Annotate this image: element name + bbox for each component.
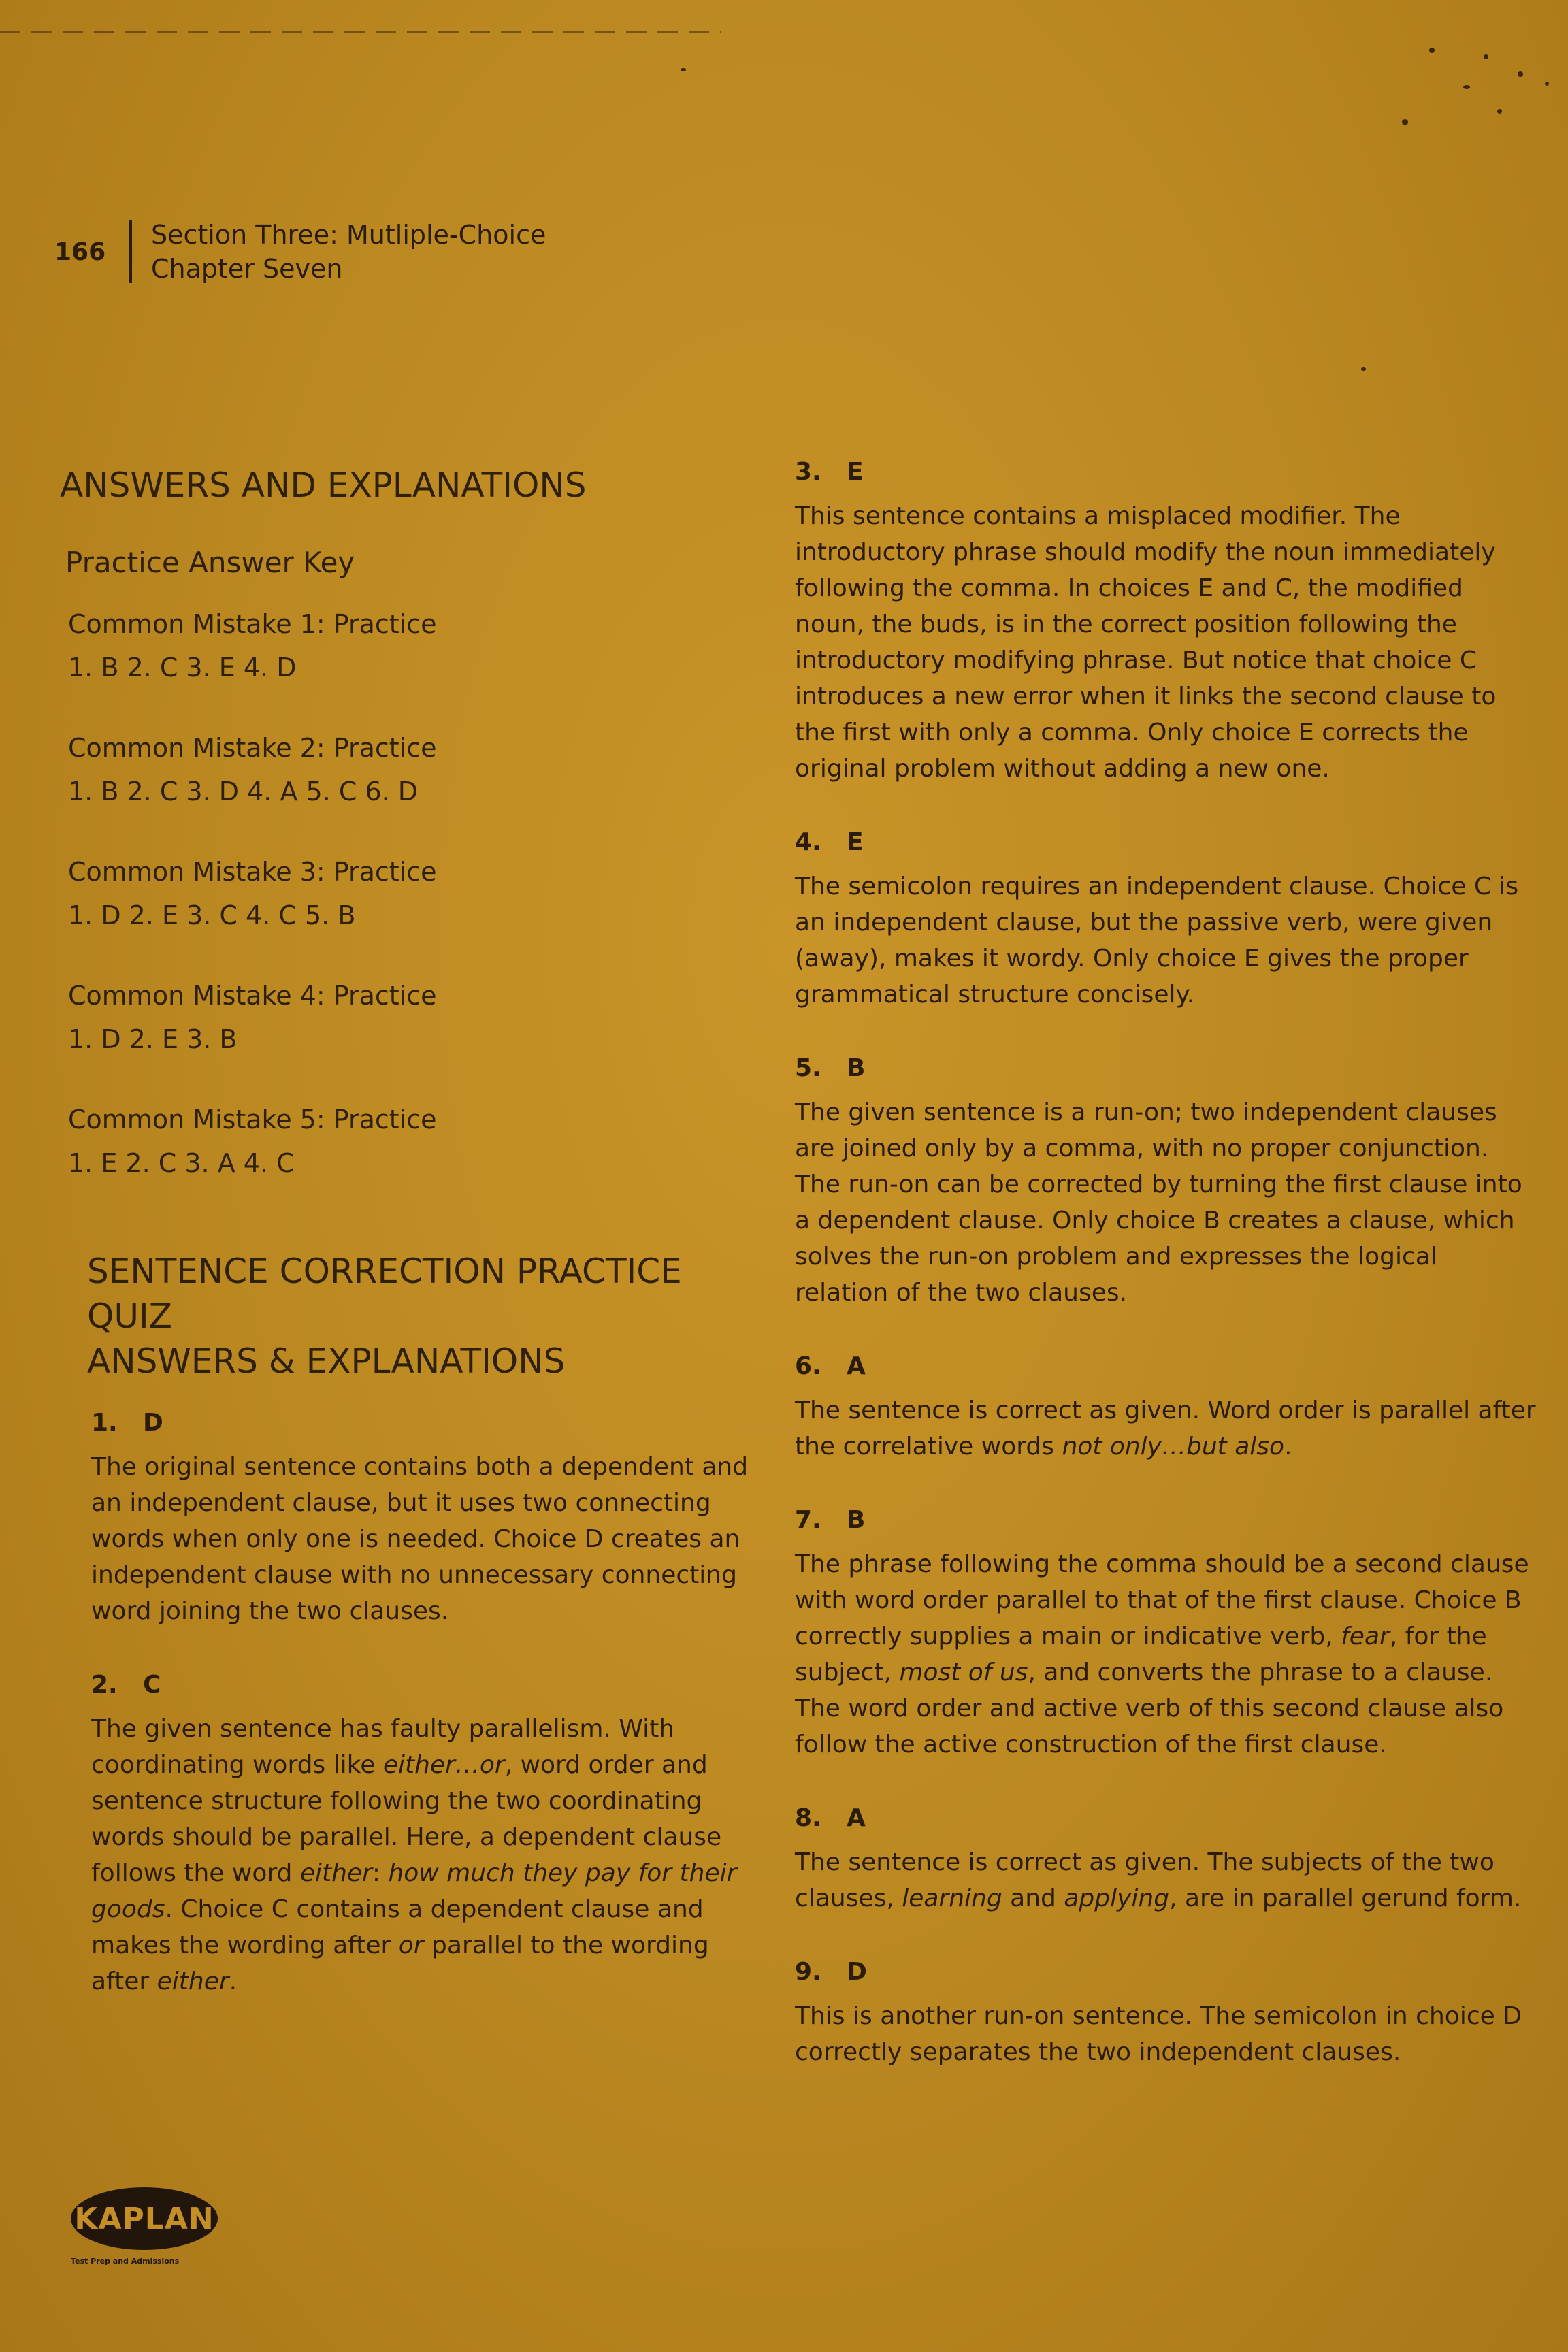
- quiz-explanation: [795, 1998, 1537, 2070]
- quiz-answer-label: [795, 1504, 1537, 1537]
- quiz-title-line-2: ANSWERS & EXPLANATIONS: [87, 1341, 566, 1381]
- body-text: The semicolon requires an independent clause. Choice C is an independent clause, but the passive verb, were given (away), makes it wordy. Only choice E gives the proper grammatical structure concisely.: [795, 872, 1519, 1009]
- body-text: :: [372, 1859, 389, 1887]
- quiz-answer-letter: E: [847, 828, 864, 856]
- practice-set-title: Common Mistake 4: Practice: [68, 981, 437, 1011]
- body-text: , for the subject,: [795, 1622, 1487, 1686]
- body-text: The sentence is correct as given. Word order is parallel after the correlative words: [795, 1396, 1536, 1460]
- quiz-answer-number: 6.: [795, 1352, 821, 1380]
- emphasis-text: either: [157, 1967, 229, 1995]
- practice-set: [68, 854, 768, 933]
- ink-speck: [1518, 71, 1523, 77]
- emphasis-text: fear: [1341, 1622, 1390, 1650]
- quiz-answer-label: [91, 1407, 768, 1439]
- left-column: [60, 463, 768, 2039]
- quiz-answer-number: 5.: [795, 1054, 821, 1082]
- quiz-answer-letter: E: [847, 458, 864, 486]
- practice-set-answers: 1. B 2. C 3. E 4. D: [68, 653, 297, 683]
- ink-speck: [1402, 119, 1408, 125]
- body-text: , and converts the phrase to a clause. The word order and active verb of this second clause also follow the active construction of the first clause.: [795, 1659, 1504, 1759]
- quiz-title: [87, 1249, 768, 1384]
- quiz-explanation: [795, 1844, 1537, 1916]
- quiz-answer: [795, 1956, 1537, 2070]
- quiz-answer: [795, 456, 1537, 787]
- practice-set-title: Common Mistake 3: Practice: [68, 857, 437, 887]
- body-text: The original sentence contains both a dependent and an independent clause, but it uses two connecting words when only one is needed. Choice D creates an independent clause with no unnecessary connecting word joining the two clauses.: [91, 1453, 749, 1625]
- quiz-answer-letter: B: [847, 1506, 866, 1534]
- page-number: 166: [54, 238, 106, 266]
- ink-speck: [1429, 48, 1435, 53]
- quiz-answer-letter: C: [143, 1671, 161, 1699]
- quiz-answer-letter: D: [847, 1958, 867, 1986]
- quiz-answer: [795, 1052, 1537, 1311]
- header-text: [151, 218, 546, 286]
- body-text: The phrase following the comma should be a second clause with word order parallel to that of the first clause. Choice B correctly supplies a main or indicative verb,: [795, 1550, 1529, 1650]
- body-text: The given sentence has faulty parallelism. With coordinating words like: [91, 1715, 675, 1779]
- ink-speck: [1484, 54, 1488, 59]
- quiz-answer: [795, 1802, 1537, 1916]
- scan-artifact-line: [0, 31, 721, 33]
- practice-set-answers: 1. D 2. E 3. C 4. C 5. B: [68, 900, 356, 930]
- body-text: .: [1284, 1433, 1292, 1460]
- quiz-answer-letter: A: [847, 1352, 866, 1380]
- quiz-title-line-1: SENTENCE CORRECTION PRACTICE QUIZ: [87, 1252, 682, 1336]
- emphasis-text: or: [398, 1931, 424, 1959]
- body-text: , are in parallel gerund form.: [1169, 1884, 1522, 1912]
- quiz-answer-label: [795, 456, 1537, 489]
- emphasis-text: either…or: [382, 1751, 505, 1779]
- emphasis-text: not only…but also: [1062, 1433, 1285, 1460]
- quiz-explanation: [91, 1711, 768, 1999]
- kaplan-logo: [71, 2187, 218, 2266]
- quiz-answer-letter: D: [143, 1409, 163, 1437]
- ink-speck: [681, 68, 686, 71]
- kaplan-logo-badge: [71, 2187, 218, 2250]
- quiz-explanation: [91, 1449, 768, 1629]
- quiz-explanation: [795, 1392, 1537, 1465]
- body-text: . Choice C contains a dependent clause and makes the wording after: [91, 1895, 704, 1959]
- practice-set-title: Common Mistake 5: Practice: [68, 1105, 437, 1134]
- emphasis-text: how much they pay for their goods: [91, 1859, 737, 1923]
- quiz-left-items: [60, 1407, 768, 1999]
- body-text: The given sentence is a run-on; two independent clauses are joined only by a comma, with no proper conjunction. The run-on can be corrected by turning the first clause into a dependent clause. Only choice B creates a clause, which solves the run-on problem and expresses the logical relation of the two clauses.: [795, 1098, 1522, 1307]
- emphasis-text: learning: [902, 1884, 1002, 1912]
- kaplan-logo-tagline: Test Prep and Admissions: [71, 2257, 180, 2266]
- practice-set: [68, 978, 768, 1057]
- quiz-answer-label: [795, 1956, 1537, 1989]
- emphasis-text: applying: [1064, 1884, 1170, 1912]
- practice-set-answers: 1. D 2. E 3. B: [68, 1024, 238, 1054]
- quiz-answer-number: 3.: [795, 458, 821, 486]
- practice-set: [68, 730, 768, 809]
- running-header: [54, 218, 546, 286]
- section-line: Section Three: Mutliple-Choice: [151, 220, 546, 250]
- quiz-answer-number: 4.: [795, 828, 821, 856]
- quiz-answer-label: [795, 1052, 1537, 1085]
- quiz-explanation: [795, 1094, 1537, 1311]
- quiz-answer-letter: B: [847, 1054, 866, 1082]
- quiz-answer-number: 1.: [91, 1409, 118, 1437]
- practice-set-title: Common Mistake 2: Practice: [68, 733, 437, 763]
- emphasis-text: most of us: [899, 1659, 1028, 1686]
- quiz-answer: [91, 1669, 768, 1999]
- header-divider: [129, 220, 132, 283]
- quiz-answer-number: 7.: [795, 1506, 821, 1534]
- practice-set: [68, 606, 768, 685]
- quiz-answer-number: 9.: [795, 1958, 821, 1986]
- practice-set-answers: 1. E 2. C 3. A 4. C: [68, 1148, 295, 1178]
- ink-speck: [1545, 82, 1549, 86]
- practice-set: [68, 1102, 768, 1181]
- quiz-answer: [795, 1350, 1537, 1465]
- kaplan-logo-word: KAPLAN: [74, 2201, 214, 2236]
- quiz-answer: [795, 826, 1537, 1013]
- body-text: This is another run-on sentence. The semicolon in choice D correctly separates the two independent clauses.: [795, 2002, 1522, 2066]
- body-text: parallel to the wording after: [91, 1931, 709, 1995]
- body-text: .: [229, 1967, 238, 1995]
- answer-key-title: Practice Answer Key: [65, 546, 355, 579]
- body-text: and: [1002, 1884, 1064, 1912]
- quiz-answer-number: 8.: [795, 1804, 821, 1832]
- ink-speck: [1361, 368, 1366, 371]
- quiz-explanation: [795, 1546, 1537, 1763]
- quiz-answer: [795, 1504, 1537, 1763]
- right-column: [795, 456, 1537, 2110]
- answers-title: ANSWERS AND EXPLANATIONS: [60, 466, 587, 505]
- practice-set-title: Common Mistake 1: Practice: [68, 609, 437, 639]
- body-text: The sentence is correct as given. The subjects of the two clauses,: [795, 1848, 1494, 1912]
- quiz-answer-label: [91, 1669, 768, 1701]
- quiz-answer-label: [795, 1350, 1537, 1383]
- quiz-answer-number: 2.: [91, 1671, 118, 1699]
- quiz-answer-letter: A: [847, 1804, 866, 1832]
- ink-speck: [1497, 109, 1502, 114]
- quiz-answer-label: [795, 826, 1537, 859]
- practice-set-answers: 1. B 2. C 3. D 4. A 5. C 6. D: [68, 777, 419, 806]
- quiz-explanation: [795, 868, 1537, 1013]
- quiz-explanation: [795, 498, 1537, 787]
- ink-speck: [1463, 85, 1470, 89]
- emphasis-text: either: [299, 1859, 372, 1887]
- chapter-line: Chapter Seven: [151, 254, 343, 284]
- quiz-answer-label: [795, 1802, 1537, 1835]
- body-text: , word order and sentence structure following the two coordinating words should be parallel. Here, a dependent clause follows the word: [91, 1751, 722, 1887]
- quiz-answer: [91, 1407, 768, 1629]
- body-text: This sentence contains a misplaced modifier. The introductory phrase should modify the noun immediately following the comma. In choices E and C, the modified noun, the buds, is in the correct position following the introductory modifying phrase. But notice that choice C introduces a new error when it links the second clause to the first with only a comma. Only choice E corrects the original problem without adding a new one.: [795, 502, 1497, 783]
